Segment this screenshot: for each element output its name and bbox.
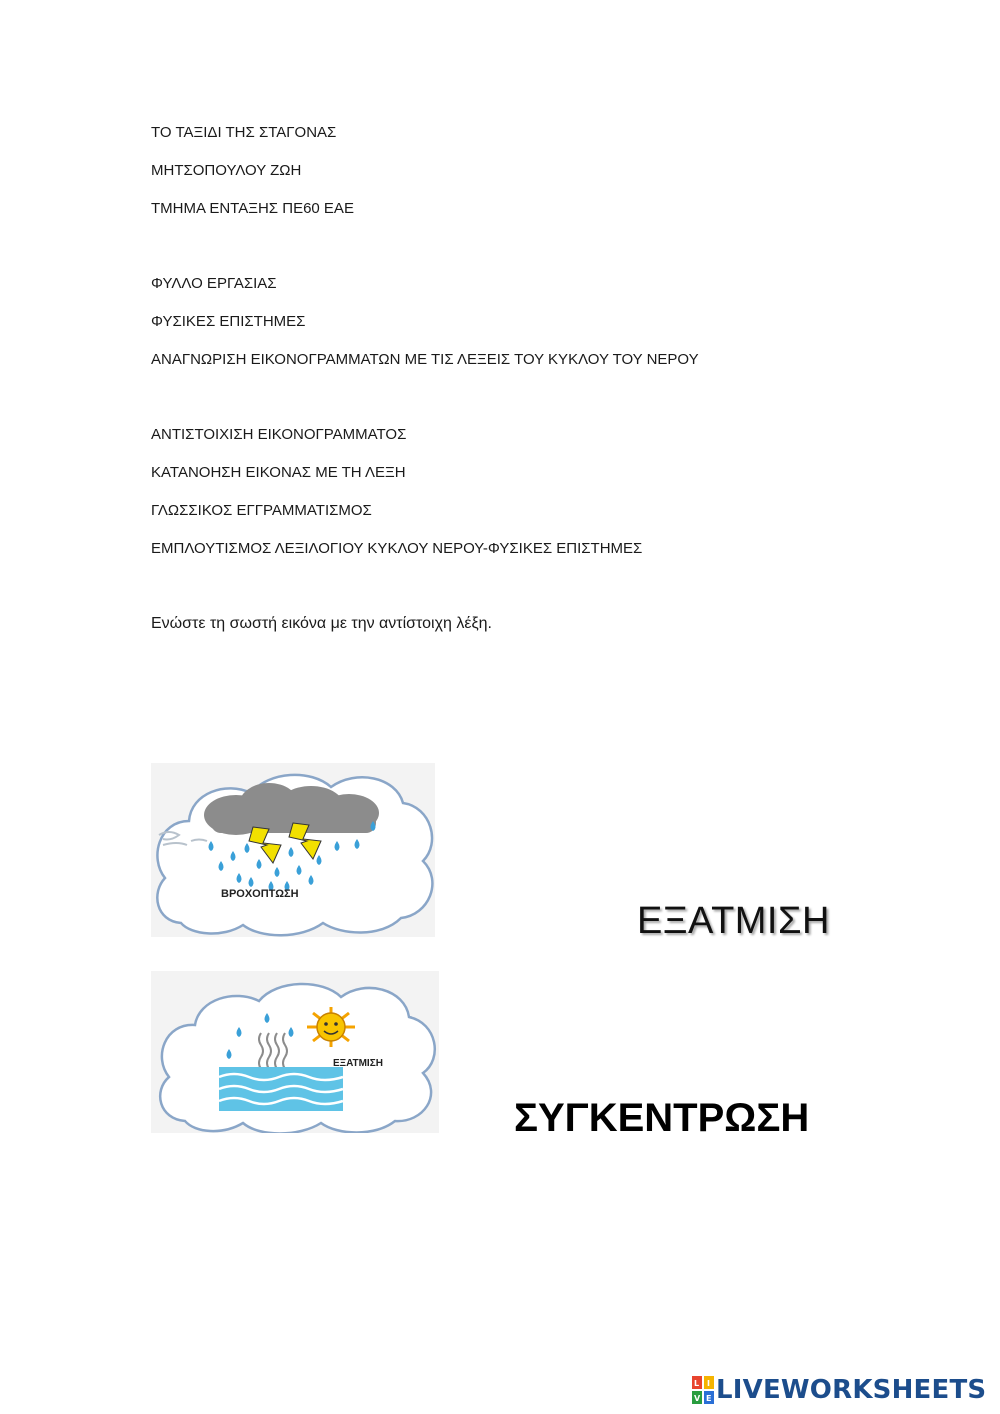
doc-worksheet-label: ΦΥΛΛΟ ΕΡΓΑΣΙΑΣ — [151, 275, 277, 292]
word-condensation[interactable]: ΣΥΓΚΕΝΤΡΩΣΗ — [514, 1096, 810, 1140]
doc-goal-2: ΚΑΤΑΝΟΗΣΗ ΕΙΚΟΝΑΣ ΜΕ ΤΗ ΛΕΞΗ — [151, 464, 406, 481]
doc-subject: ΦΥΣΙΚΕΣ ΕΠΙΣΤΗΜΕΣ — [151, 313, 306, 330]
doc-goal-1: ΑΝΤΙΣΤΟΙΧΙΣΗ ΕΙΚΟΝΟΓΡΑΜΜΑΤΟΣ — [151, 426, 407, 443]
evaporation-caption: ΕΞΑΤΜΙΣΗ — [333, 1058, 383, 1069]
liveworksheets-mark-icon — [692, 1376, 714, 1404]
doc-goal-3: ΓΛΩΣΣΙΚΟΣ ΕΓΓΡΑΜΜΑΤΙΣΜΟΣ — [151, 502, 372, 519]
svg-text:E: E — [706, 1394, 712, 1403]
doc-title: ΤΟ ΤΑΞΙΔΙ ΤΗΣ ΣΤΑΓΟΝΑΣ — [151, 124, 337, 141]
doc-class: ΤΜΗΜΑ ΕΝΤΑΞΗΣ ΠΕ60 ΕΑΕ — [151, 200, 354, 217]
svg-text:L: L — [694, 1379, 700, 1388]
instructions: Ενώστε τη σωστή εικόνα με την αντίστοιχη λέξη. — [151, 615, 492, 632]
word-evaporation[interactable]: ΕΞΑΤΜΙΣΗ — [637, 900, 830, 942]
doc-goal-4: ΕΜΠΛΟΥΤΙΣΜΟΣ ΛΕΞΙΛΟΓΙΟΥ ΚΥΚΛΟΥ ΝΕΡΟΥ-ΦΥΣΙΚΕΣ ΕΠΙΣΤΗΜΕΣ — [151, 540, 643, 557]
liveworksheets-logo — [692, 1374, 986, 1406]
rain-caption: ΒΡΟΧΟΠΤΩΣΗ — [221, 888, 299, 900]
liveworksheets-wordmark: LIVEWORKSHEETS — [716, 1375, 987, 1405]
evaporation-illustration[interactable] — [151, 971, 439, 1133]
svg-text:I: I — [707, 1379, 710, 1388]
doc-author: ΜΗΤΣΟΠΟΥΛΟΥ ΖΩΗ — [151, 162, 302, 179]
rain-cloud-illustration[interactable] — [151, 763, 435, 937]
doc-topic: ΑΝΑΓΝΩΡΙΣΗ ΕΙΚΟΝΟΓΡΑΜΜΑΤΩΝ ΜΕ ΤΙΣ ΛΕΞΕΙΣ ΤΟΥ ΚΥΚΛΟΥ ΤΟΥ ΝΕΡΟΥ — [151, 351, 699, 368]
svg-text:V: V — [694, 1394, 701, 1403]
